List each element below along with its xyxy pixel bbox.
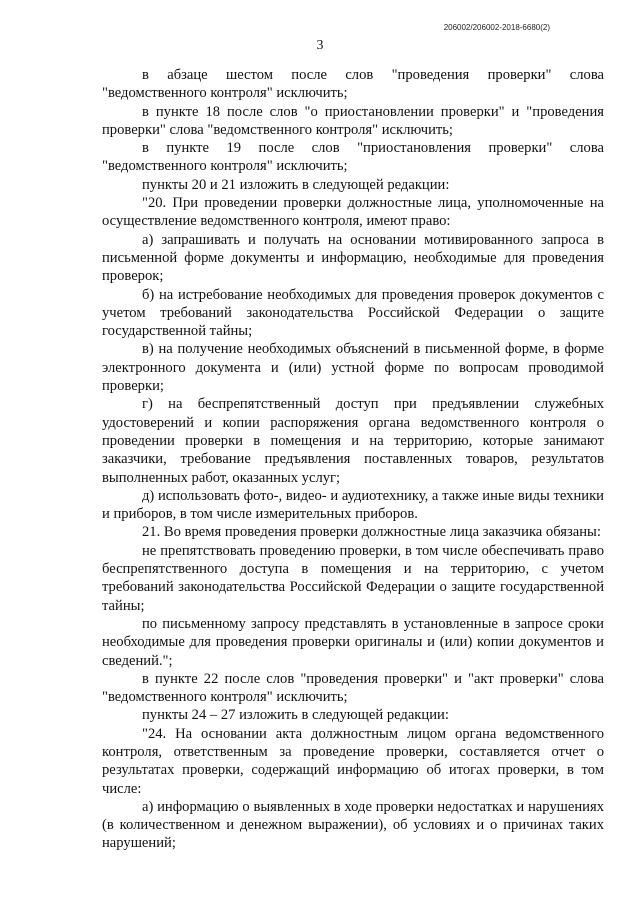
paragraph: в пункте 22 после слов "проведения проверки" и "акт проверки" слова "ведомственного контроля" исключить; <box>102 670 604 706</box>
paragraph: пункты 20 и 21 изложить в следующей редакции: <box>142 176 450 193</box>
paragraph: "20. При проведении проверки должностные лица, уполномоченные на осуществление ведомственного контроля, имеют право: <box>102 195 604 230</box>
paragraph: в абзаце шестом после слов "проведения проверки" слова "ведомственного контроля" исключить; <box>102 67 604 102</box>
paragraph: в пункте 18 после слов "о приостановлении проверки" и "проведения проверки" слова "ведомственного контроля" исключить; <box>102 103 604 138</box>
document-body <box>102 66 604 853</box>
paragraph: д) использовать фото-, видео- и аудиотехнику, а также иные виды техники и приборов, в том числе измерительных приборов. <box>102 487 604 523</box>
paragraph: в пункте 19 после слов "приостановления проверки" слова "ведомственного контроля" исключить; <box>102 140 604 175</box>
paragraph: не препятствовать проведению проверки, в том числе обеспечивать право беспрепятственного доступа в помещения и на территорию, с учетом требований законодательства Российской Федерации о защите государственной тайны; <box>102 542 604 614</box>
paragraph: по письменному запросу представлять в установленные в запросе сроки необходимые для проведения проверки оригиналы и (или) копии документов и сведений."; <box>102 615 604 669</box>
paragraph: а) запрашивать и получать на основании мотивированного запроса в письменной форме документы и информацию, необходимые для проведения проверок; <box>102 231 604 285</box>
paragraph: в) на получение необходимых объяснений в письменной форме, в форме электронного документа и (или) устной форме по вопросам проводимой проверки; <box>102 341 604 395</box>
paragraph: "24. На основании акта должностным лицом органа ведомственного контроля, ответственным за проведение проверки, составляется отчет о результатах проверки, содержащий информацию об итогах проверки, в том числе: <box>102 725 604 797</box>
paragraph: а) информацию о выявленных в ходе проверки недостатках и нарушениях (в количественном и денежном выражении), об условиях и о причинах таких нарушений; <box>102 798 604 852</box>
document-id: 206002/206002-2018-6680(2) <box>443 23 550 32</box>
paragraph: г) на беспрепятственный доступ при предъявлении служебных удостоверений и копии распоряжения органа ведомственного контроля о проведении проверки в помещения и на территорию, которые занимают заказчики, требование предъявления поставленных товаров, результатов выполненных работ, оказанных услуг; <box>102 396 604 486</box>
paragraph: б) на истребование необходимых для проведения проверок документов с учетом требований законодательства Российской Федерации о защите государственной тайны; <box>102 286 604 340</box>
paragraph: пункты 24 – 27 изложить в следующей редакции: <box>142 707 449 724</box>
paragraph: 21. Во время проведения проверки должностные лица заказчика обязаны: <box>142 524 601 541</box>
page-number: 3 <box>316 38 324 53</box>
